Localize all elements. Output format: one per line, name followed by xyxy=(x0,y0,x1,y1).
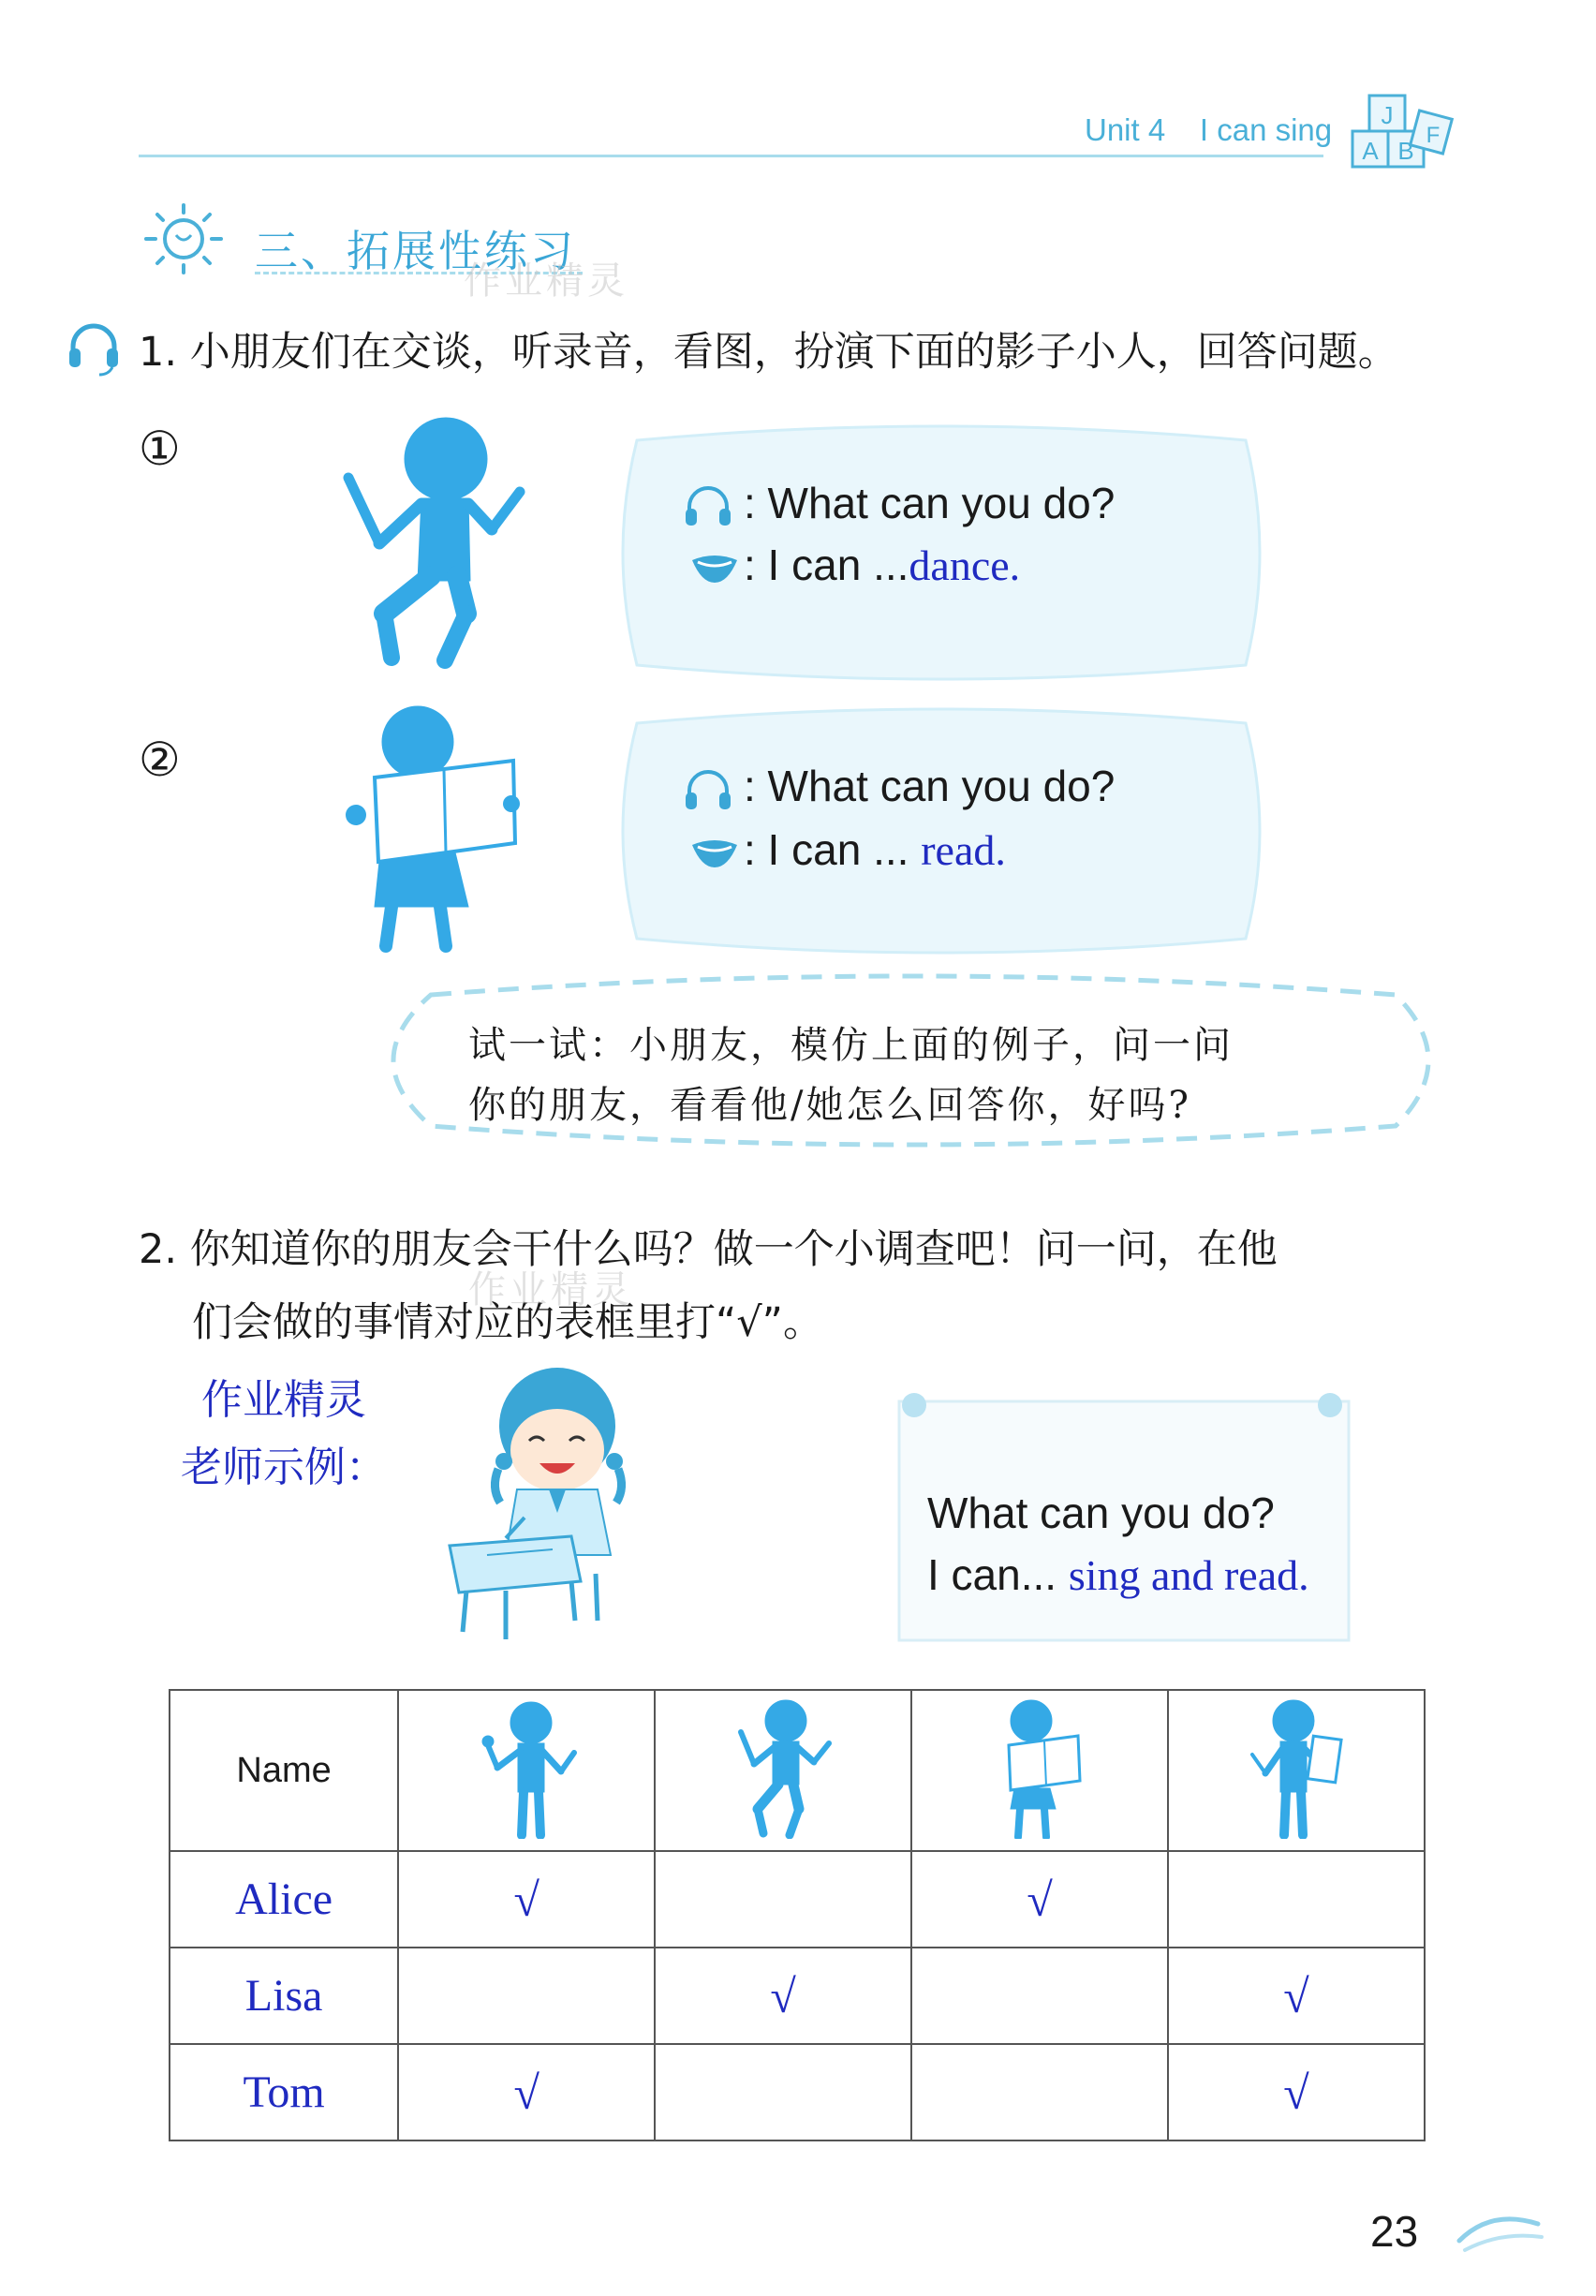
answer-line xyxy=(744,824,1006,875)
read-figure-icon xyxy=(911,1690,1168,1851)
note-prefix: I can... xyxy=(927,1550,1057,1599)
check-cell[interactable]: √ xyxy=(398,1851,655,1948)
read-shadow-figure xyxy=(337,703,525,955)
check-cell[interactable] xyxy=(911,2044,1168,2140)
item-number: ① xyxy=(139,422,181,476)
question-text: : What can you do? xyxy=(744,762,1116,810)
check-cell[interactable]: √ xyxy=(655,1948,911,2044)
answer-prefix: : I can ... xyxy=(744,541,909,589)
answer-line xyxy=(744,540,1020,590)
header-divider xyxy=(139,155,1323,157)
logo-letter: J xyxy=(1381,101,1394,129)
row-name: Tom xyxy=(170,2044,398,2140)
check-cell[interactable] xyxy=(655,2044,911,2140)
headphones-icon xyxy=(64,317,124,377)
sing-figure-icon xyxy=(398,1690,655,1851)
row-name: Lisa xyxy=(170,1948,398,2044)
table-row xyxy=(170,1851,1425,1948)
table-row xyxy=(170,1948,1425,2044)
header-unit-title: Unit 4 I can sing xyxy=(1085,112,1333,147)
check-cell[interactable] xyxy=(1168,1851,1425,1948)
survey-table xyxy=(169,1689,1426,2141)
check-cell[interactable] xyxy=(911,1948,1168,2044)
page-number: 23 xyxy=(1370,2207,1419,2256)
row-name: Alice xyxy=(170,1851,398,1948)
question-2-prompt-line-1: 2. 你知道你的朋友会干什么吗？做一个小调查吧！问一问，在他 xyxy=(139,1226,1278,1273)
dance-shadow-figure xyxy=(328,412,534,674)
tip-line-2: 你的朋友，看看他/她怎么回答你，好吗? xyxy=(468,1084,1191,1127)
item-number: ② xyxy=(139,733,181,787)
abc-blocks-logo xyxy=(1349,90,1456,174)
table-header-row xyxy=(170,1690,1425,1851)
teacher-example-line-1: 作业精灵 xyxy=(201,1376,366,1424)
teacher-example-line-2: 老师示例： xyxy=(181,1444,387,1491)
check-cell[interactable] xyxy=(655,1851,911,1948)
mouth-icon xyxy=(688,551,741,588)
section-title: 三、拓展性练习 xyxy=(255,226,576,276)
logo-letter: A xyxy=(1362,137,1379,165)
check-cell[interactable]: √ xyxy=(911,1851,1168,1948)
girl-writing-illustration xyxy=(431,1358,656,1649)
watermark: 作业精灵 xyxy=(464,259,628,303)
logo-letter: B xyxy=(1397,137,1414,165)
name-column-header: Name xyxy=(170,1690,398,1851)
watermark: 作业精灵 xyxy=(468,1268,633,1311)
check-cell[interactable]: √ xyxy=(398,2044,655,2140)
check-cell[interactable]: √ xyxy=(1168,2044,1425,2140)
tip-line-1: 试一试：小朋友，模仿上面的例子，问一问 xyxy=(468,1024,1234,1067)
check-cell[interactable] xyxy=(398,1948,655,2044)
note-answer: sing and read. xyxy=(1068,1551,1309,1599)
note-answer-line xyxy=(927,1549,1309,1600)
listen-headphones-icon xyxy=(682,482,734,529)
decorative-swirl-icon xyxy=(1454,2203,1547,2259)
logo-letter: F xyxy=(1426,123,1441,148)
sun-icon xyxy=(137,201,230,276)
check-cell[interactable]: √ xyxy=(1168,1948,1425,2044)
question-text: : What can you do? xyxy=(744,479,1116,527)
listen-headphones-icon xyxy=(682,766,734,813)
draw-figure-icon xyxy=(1168,1690,1425,1851)
mouth-icon xyxy=(688,836,741,873)
question-1-prompt: 1. 小朋友们在交谈，听录音，看图，扮演下面的影子小人，回答问题。 xyxy=(139,329,1398,376)
dance-figure-icon xyxy=(655,1690,911,1851)
answer-text: dance. xyxy=(909,541,1021,589)
table-row xyxy=(170,2044,1425,2140)
note-question: What can you do? xyxy=(927,1489,1275,1537)
answer-prefix: : I can ... xyxy=(744,825,922,874)
question-2-prompt-line-2: 们会做的事情对应的表框里打“√”。 xyxy=(192,1299,823,1346)
answer-text: read. xyxy=(921,826,1006,874)
